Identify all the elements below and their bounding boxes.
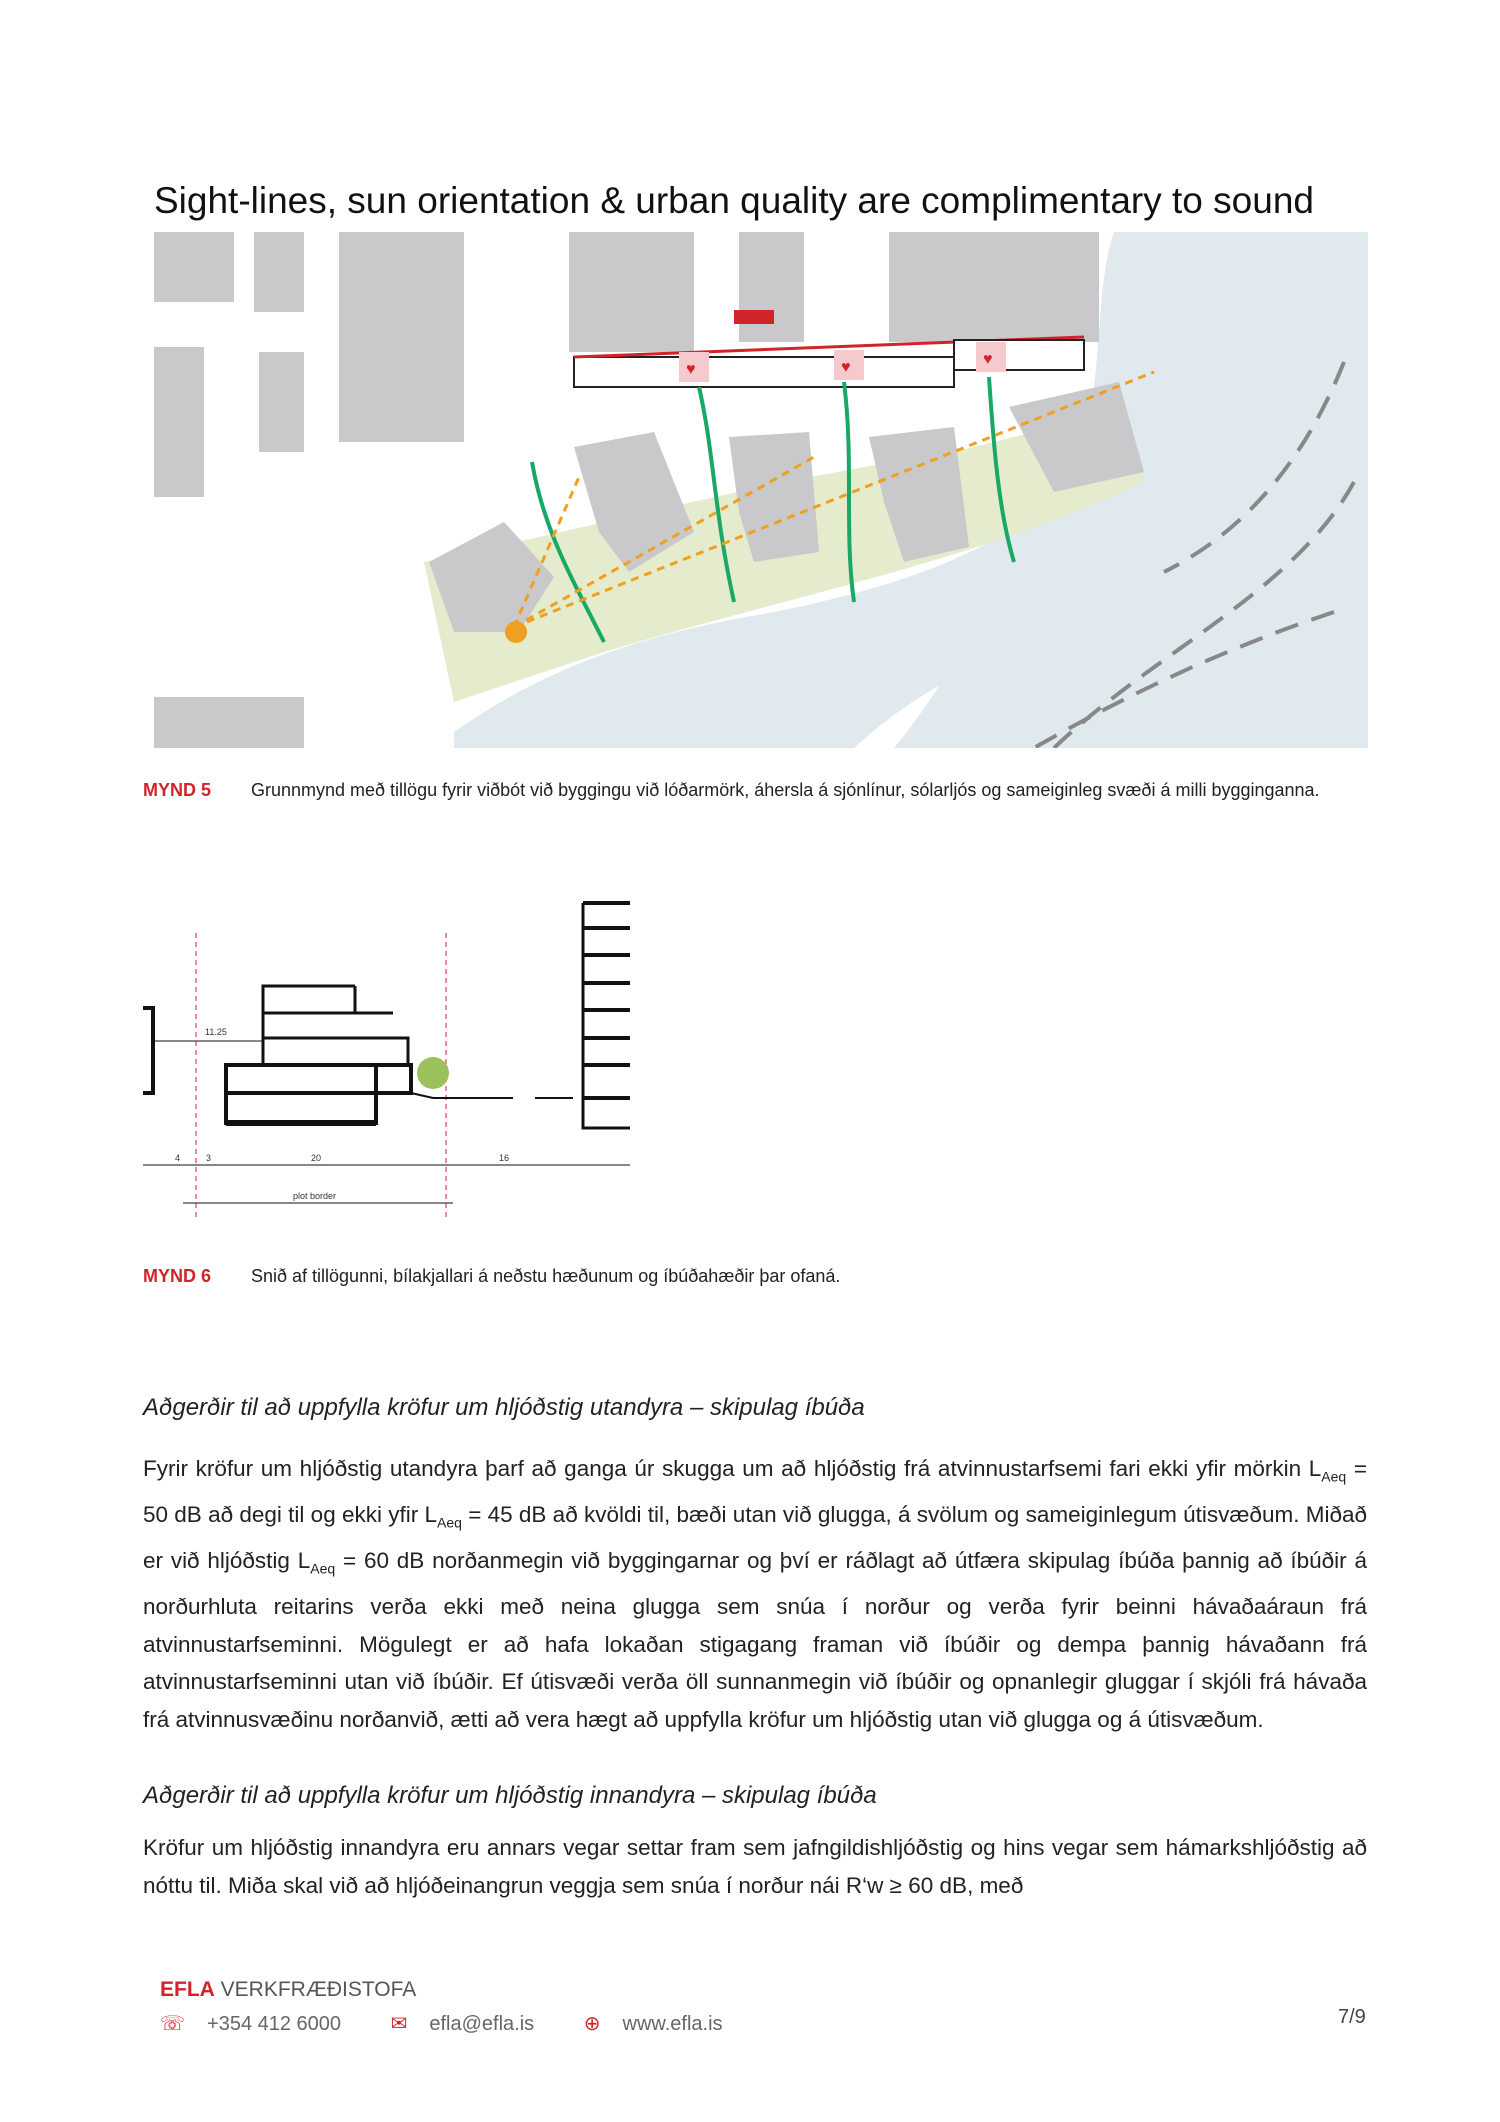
dim-11-25: 11.25 — [205, 1027, 227, 1037]
web-link[interactable]: www.efla.is — [622, 2013, 723, 2035]
caption-text: Snið af tillögunni, bílakjallari á neðstu hæðunum og íbúðahæðir þar ofaná. — [251, 1266, 841, 1286]
caption-text: Grunnmynd með tillögu fyrir viðbót við byggingu við lóðarmörk, áhersla á sjónlínur, sólarljós og sameiginleg svæði á milli bygginganna. — [251, 780, 1320, 800]
page-number: 7/9 — [1338, 2006, 1366, 2028]
phone-icon: ☏ — [160, 2013, 186, 2035]
dim-16: 16 — [499, 1153, 510, 1163]
email-link[interactable]: efla@efla.is — [429, 2013, 535, 2035]
figure-5-caption — [143, 776, 1373, 836]
section-heading-indoor: Aðgerðir til að uppfylla kröfur um hljóðstig innandyra – skipulag íbúða — [143, 1782, 877, 1809]
footer-contacts — [160, 2011, 767, 2036]
dim-20: 20 — [311, 1153, 322, 1163]
mail-icon: ✉ — [390, 2013, 408, 2035]
figure-title: Sight-lines, sun orientation & urban quality are complimentary to sound — [154, 180, 1314, 221]
footer-brand: EFLA VERKFRÆÐISTOFA — [160, 1978, 417, 2001]
paragraph-outdoor: Fyrir kröfur um hljóðstig utandyra þarf að ganga úr skugga um að hljóðstig frá atvinnustarfsemi fari ekki yfir mörkin $L_{Aeq} = 50$ dB að degi til og ekki yfir $L_{Aeq} = 45$ dB að kvöldi til, bæði utan við glugga, á svölum og sameiginlegum útisvæðum. Miðað er við hljóðstig $L_{Aeq} = 60$ dB norðanmegin við byggingarnar og því er ráðlagt að útfæra skipulag íbúða þannig að íbúðir á norðurhluta reitarins verða ekki með neina glugga sem snúa í norður og verða fyrir beinni hávaðaáraun frá atvinnustarfseminni. Mögulegt er að hafa lokaðan stigagang framan við íbúðir og dempa þannig hávaðann frá atvinnustarfseminni utan við íbúðir. Ef útisvæði verða öll sunnanmegin við íbúðir og opnanlegir gluggar í skjóli frá hávaða frá atvinnusvæðinu norðanvið, ætti að vera hægt að uppfylla kröfur um hljóðstig utan við glugga og á útisvæðum. — [143, 1456, 1367, 1732]
caption-label: MYND 5 — [143, 780, 212, 800]
dim-plot-border: plot border — [293, 1191, 337, 1201]
caption-label: MYND 6 — [143, 1266, 212, 1286]
figure-6-caption — [143, 1262, 1373, 1292]
site-plan-image — [154, 232, 1368, 748]
dim-4: 4 — [175, 1153, 181, 1163]
svg-text:♥: ♥ — [686, 361, 696, 378]
paragraph-indoor: Kröfur um hljóðstig innandyra eru annars vegar settar fram sem jafngildishljóðstig og hins vegar sem hámarkshljóðstig að nóttu til. Miða skal við að hljóðeinangrun veggja sem snúa í norður nái R‘w ≥ 60 dB, með — [143, 1835, 1367, 1898]
phone-link[interactable]: +354 412 6000 — [207, 2013, 342, 2035]
svg-text:♥: ♥ — [841, 359, 851, 376]
svg-text:♥: ♥ — [983, 351, 993, 368]
section-heading-outdoor: Aðgerðir til að uppfylla kröfur um hljóðstig utandyra – skipulag íbúða — [143, 1394, 865, 1421]
section-drawing — [143, 893, 630, 1218]
dim-3: 3 — [206, 1153, 212, 1163]
globe-icon: ⊕ — [583, 2013, 601, 2035]
